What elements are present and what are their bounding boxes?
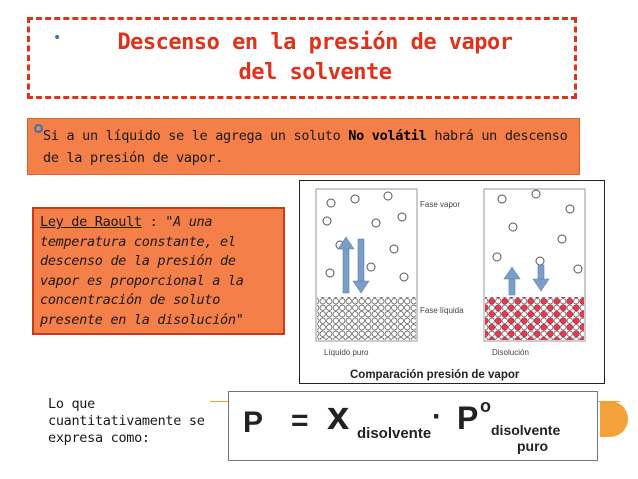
raoult-quote: "A una temperatura constante, el descenso de la presión de vapor es proporcional a la concentración de soluto presente en la disolución xyxy=(40,214,244,328)
fase-vapor-label: Fase vapor xyxy=(420,200,461,209)
formula-p0-subscript-2: puro xyxy=(517,438,549,454)
figure-caption: Comparación presión de vapor xyxy=(350,369,520,381)
raoult-end: " xyxy=(235,311,244,328)
title-bullet-icon: • xyxy=(53,30,62,46)
vapor-pressure-diagram xyxy=(300,181,606,385)
pure-liquid-phase xyxy=(317,297,416,340)
bullet-pre: Si a un líquido se le agrega un soluto xyxy=(43,128,349,144)
formula-x-subscript: disolvente xyxy=(357,425,432,442)
bullet-post: habrá un descenso de la presión de vapor. xyxy=(43,128,568,166)
formula-accent-badge xyxy=(600,401,628,437)
title-line-2: del solvente xyxy=(238,60,392,85)
bullet-bold: No volátil xyxy=(348,128,427,144)
disolucion-label: Disolución xyxy=(492,348,529,357)
vapor-pressure-figure xyxy=(299,180,605,384)
raoult-label: Ley de Raoult xyxy=(40,214,142,230)
bullet-text xyxy=(43,125,573,169)
raoult-formula xyxy=(228,391,598,461)
formula-dot: · xyxy=(432,400,442,433)
slide-title xyxy=(60,28,570,88)
title-line-1: Descenso en la presión de vapor xyxy=(117,30,513,55)
fase-liquida-label: Fase líquida xyxy=(420,306,464,315)
formula-p0: P xyxy=(457,400,479,436)
liquido-puro-label: Líquido puro xyxy=(324,348,369,357)
formula-x: x xyxy=(327,394,350,438)
solution-liquid-phase xyxy=(485,297,584,340)
circle-bullet-icon xyxy=(34,124,43,133)
formula-p0-subscript-1: disolvente xyxy=(491,422,561,438)
formula-equals: = xyxy=(291,404,309,437)
lo-que-text: Lo que cuantitativamente se expresa como: xyxy=(48,396,205,446)
raoult-sep: : xyxy=(141,214,166,230)
formula-p: P xyxy=(243,406,264,439)
formula-p0-superscript: o xyxy=(480,396,491,416)
raoult-law-box xyxy=(32,207,285,335)
bullet-box xyxy=(27,118,580,175)
